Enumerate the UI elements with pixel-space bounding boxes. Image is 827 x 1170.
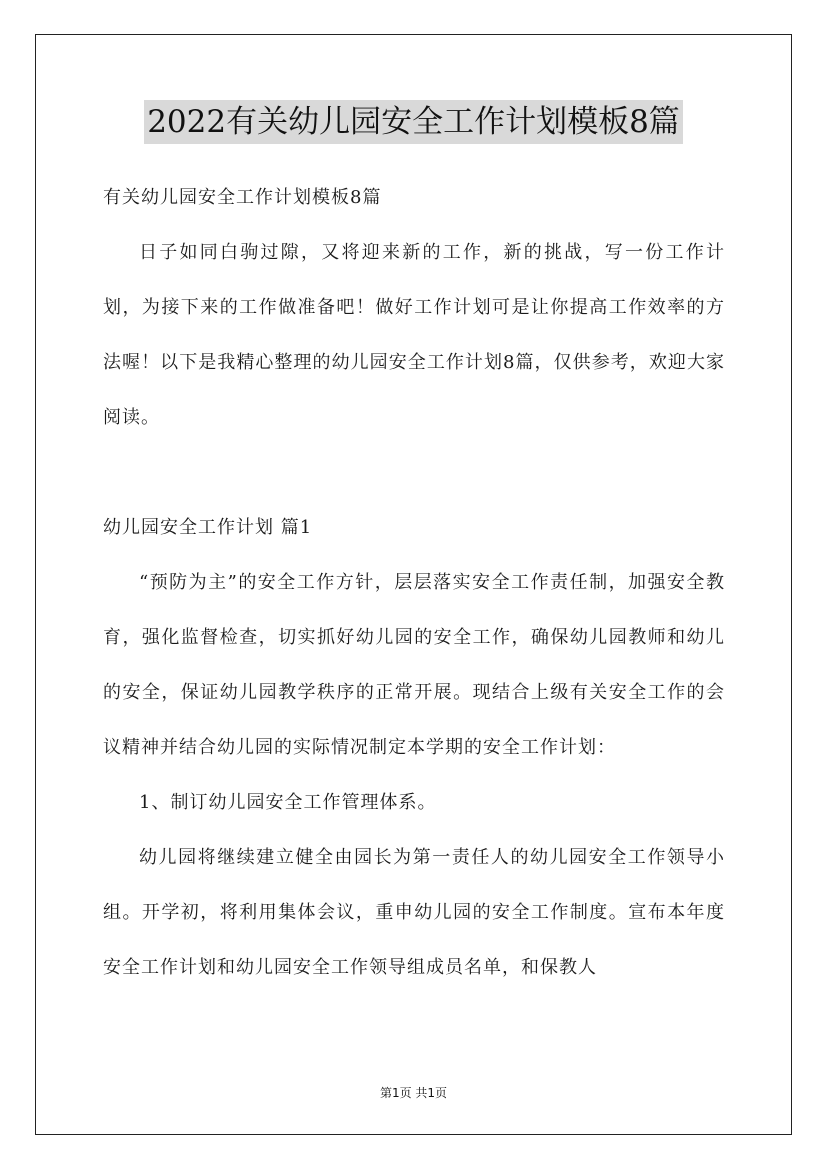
spacer [103, 445, 725, 500]
title-container [0, 100, 827, 144]
list-item-1: 1、制订幼儿园安全工作管理体系。 [139, 792, 437, 813]
document-body [103, 170, 725, 995]
paragraph-2: 幼儿园将继续建立健全由园长为第一责任人的幼儿园安全工作领导小组。开学初，将利用集体会议，重申幼儿园的安全工作制度。宣布本年度安全工作计划和幼儿园安全工作领导组成员名单，和保教人 [103, 847, 725, 978]
document-title: 2022有关幼儿园安全工作计划模板8篇 [144, 100, 683, 144]
paragraph-1: “预防为主”的安全工作方针，层层落实安全工作责任制，加强安全教育，强化监督检查，切实抓好幼儿园的安全工作，确保幼儿园教师和幼儿的安全，保证幼儿园教学秩序的正常开展。现结合上级有关安全工作的会议精神并结合幼儿园的实际情况制定本学期的安全工作计划： [103, 572, 725, 758]
intro-paragraph: 日子如同白驹过隙，又将迎来新的工作，新的挑战，写一份工作计划，为接下来的工作做准备吧！做好工作计划可是让你提高工作效率的方法喔！以下是我精心整理的幼儿园安全工作计划8篇，仅供参考，欢迎大家阅读。 [103, 242, 725, 428]
document-subtitle: 有关幼儿园安全工作计划模板8篇 [103, 187, 382, 208]
section-heading: 幼儿园安全工作计划 篇1 [103, 517, 313, 538]
page-footer: 第1页 共1页 [379, 1086, 448, 1100]
